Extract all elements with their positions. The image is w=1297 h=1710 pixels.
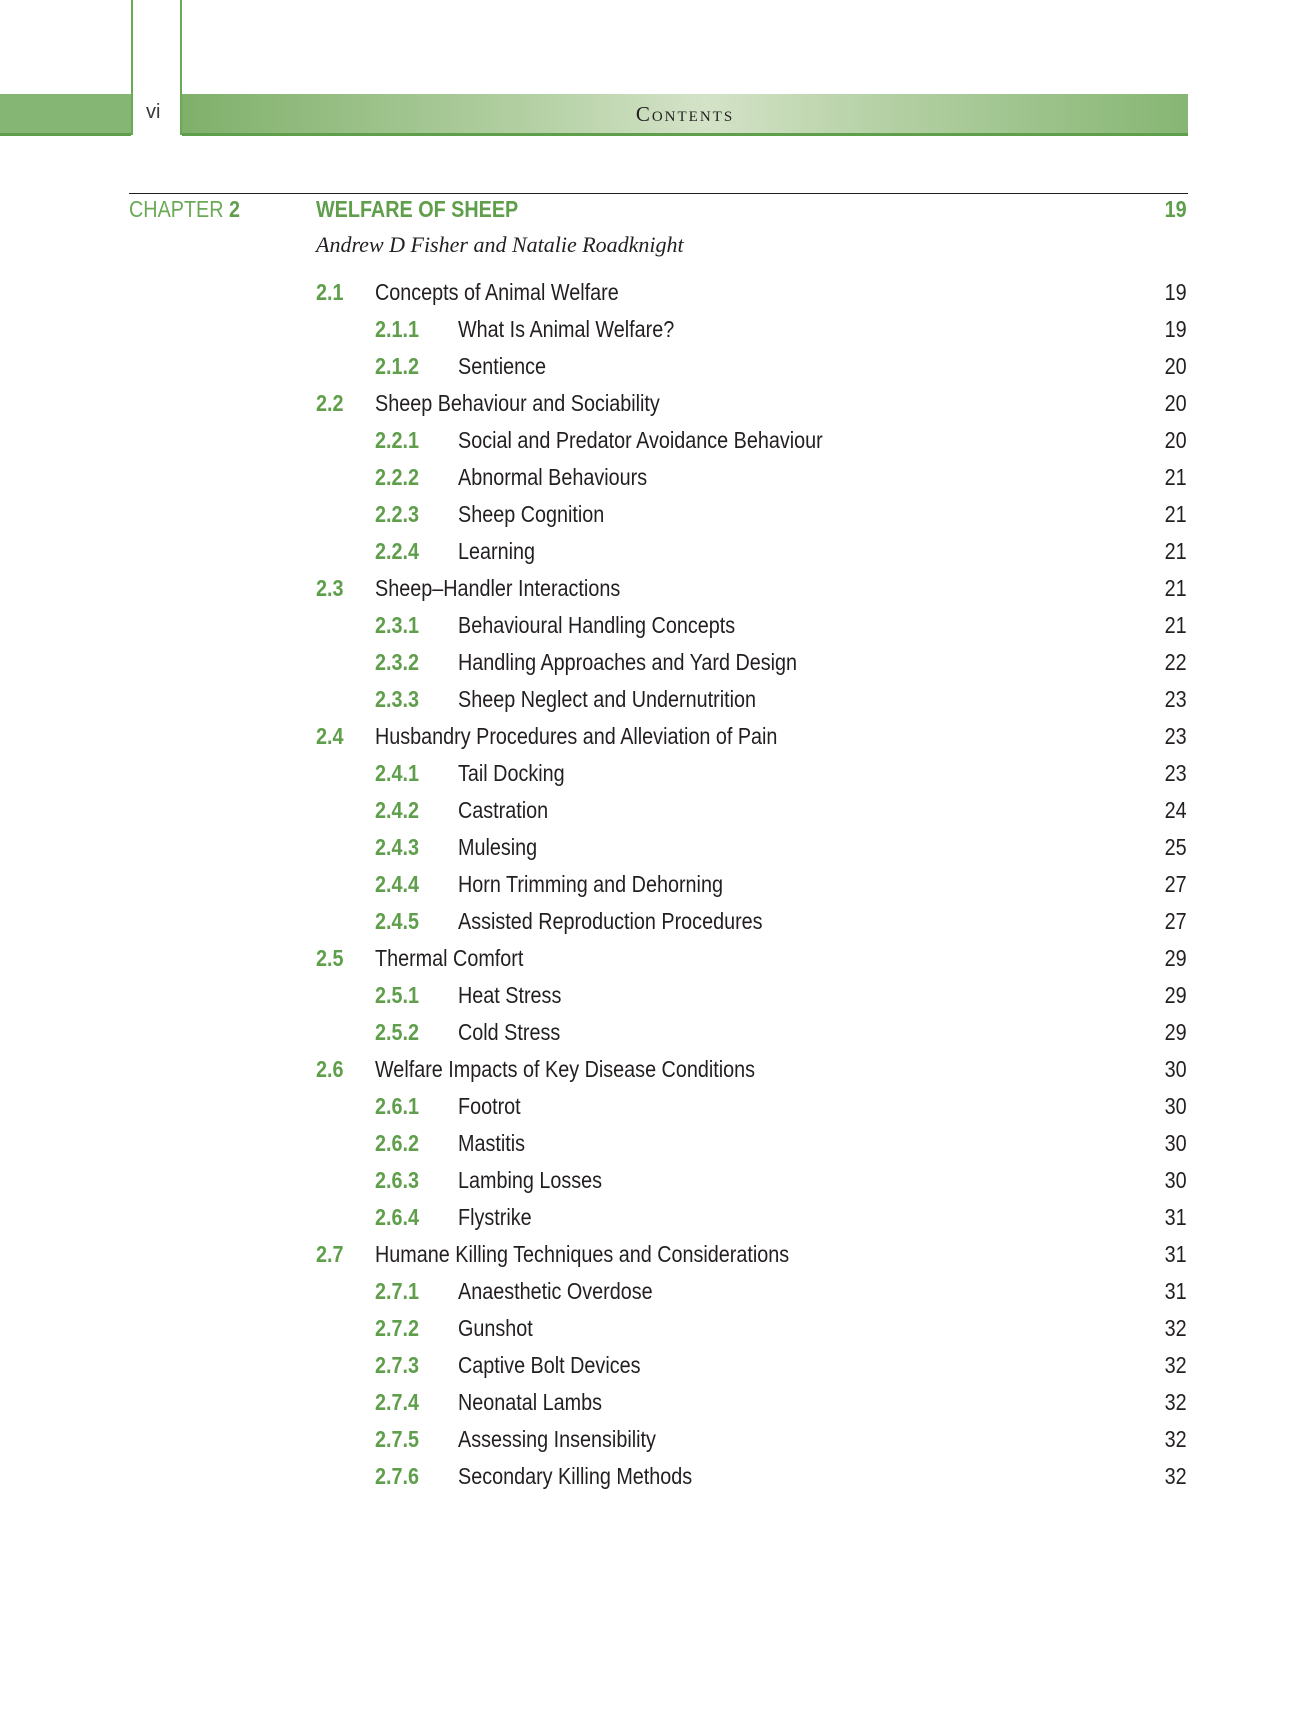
toc-entry-number: 2.1.2 xyxy=(375,353,419,379)
chapter-label-text: CHAPTER xyxy=(129,196,224,222)
toc-entry-title[interactable]: Behavioural Handling Concepts xyxy=(458,612,736,638)
toc-entry-number: 2.2.1 xyxy=(375,427,419,453)
toc-entry-title[interactable]: Tail Docking xyxy=(458,760,565,786)
toc-subsection[interactable] xyxy=(0,459,1297,496)
page-number: vi xyxy=(146,101,161,123)
toc-entry-page: 31 xyxy=(1164,1241,1187,1267)
toc-subsection[interactable] xyxy=(0,348,1297,385)
toc-entry-page: 32 xyxy=(1164,1315,1187,1341)
toc-entry-number: 2.7.6 xyxy=(375,1463,419,1489)
toc-entry-number: 2.2 xyxy=(316,390,344,416)
toc-entry-title[interactable]: Handling Approaches and Yard Design xyxy=(458,649,798,675)
toc-entry-title[interactable]: Mastitis xyxy=(458,1130,526,1156)
toc-entry-title[interactable]: Heat Stress xyxy=(458,982,562,1008)
toc-entry-title[interactable]: Anaesthetic Overdose xyxy=(458,1278,653,1304)
toc-entry-page: 30 xyxy=(1164,1167,1187,1193)
toc-entry-number: 2.7 xyxy=(316,1241,344,1267)
toc-entry-page: 32 xyxy=(1164,1426,1187,1452)
toc-entry-number: 2.6.2 xyxy=(375,1130,419,1156)
toc-entry-page: 30 xyxy=(1164,1093,1187,1119)
toc-entry-page: 31 xyxy=(1164,1278,1187,1304)
header-band-left xyxy=(0,94,131,136)
toc-entry-page: 21 xyxy=(1164,612,1187,638)
toc-entry-number: 2.6 xyxy=(316,1056,344,1082)
toc-subsection[interactable] xyxy=(0,1458,1297,1495)
toc-subsection[interactable] xyxy=(0,607,1297,644)
toc-entry-page: 32 xyxy=(1164,1389,1187,1415)
toc-entry-title[interactable]: Sheep Neglect and Undernutrition xyxy=(458,686,757,712)
toc-entry-page: 19 xyxy=(1164,279,1187,305)
toc-subsection[interactable] xyxy=(0,1273,1297,1310)
toc-subsection[interactable] xyxy=(0,1421,1297,1458)
toc-entry-number: 2.2.2 xyxy=(375,464,419,490)
toc-entry-number: 2.3.1 xyxy=(375,612,419,638)
toc-entry-page: 29 xyxy=(1164,982,1187,1008)
toc-entry-number: 2.6.3 xyxy=(375,1167,419,1193)
toc-entry-number: 2.4.1 xyxy=(375,760,419,786)
toc-entry-number: 2.2.3 xyxy=(375,501,419,527)
toc-subsection[interactable] xyxy=(0,1088,1297,1125)
toc-section[interactable] xyxy=(0,385,1297,422)
toc-entry-number: 2.2.4 xyxy=(375,538,419,564)
toc-entry-number: 2.4.5 xyxy=(375,908,419,934)
toc-section[interactable] xyxy=(0,1051,1297,1088)
toc-section[interactable] xyxy=(0,570,1297,607)
toc-entry-title[interactable]: Castration xyxy=(458,797,549,823)
toc-entry-title[interactable]: Concepts of Animal Welfare xyxy=(375,279,619,305)
toc-subsection[interactable] xyxy=(0,1014,1297,1051)
toc-entry-number: 2.4.2 xyxy=(375,797,419,823)
toc-entry-number: 2.5.1 xyxy=(375,982,419,1008)
chapter-rule xyxy=(129,193,1188,194)
toc-entry-page: 27 xyxy=(1164,908,1187,934)
toc-entry-title[interactable]: Mulesing xyxy=(458,834,538,860)
toc-entry-number: 2.7.1 xyxy=(375,1278,419,1304)
toc-entry-page: 27 xyxy=(1164,871,1187,897)
running-head: Contents xyxy=(635,102,735,126)
toc-entry-number: 2.4.3 xyxy=(375,834,419,860)
toc-entry-title[interactable]: Footrot xyxy=(458,1093,521,1119)
toc-entry-page: 31 xyxy=(1164,1204,1187,1230)
toc-entry-number: 2.1 xyxy=(316,279,344,305)
toc-entry-title[interactable]: Assessing Insensibility xyxy=(458,1426,656,1452)
toc-entry-title[interactable]: Assisted Reproduction Procedures xyxy=(458,908,763,934)
toc-entry-page: 30 xyxy=(1164,1130,1187,1156)
toc-entry-number: 2.7.2 xyxy=(375,1315,419,1341)
toc-subsection[interactable] xyxy=(0,866,1297,903)
toc-entry-number: 2.7.3 xyxy=(375,1352,419,1378)
toc-section[interactable] xyxy=(0,718,1297,755)
toc-subsection[interactable] xyxy=(0,422,1297,459)
toc-subsection[interactable] xyxy=(0,829,1297,866)
toc-entry-title[interactable]: Humane Killing Techniques and Considerations xyxy=(375,1241,790,1267)
toc-entry-number: 2.4 xyxy=(316,723,344,749)
toc-entry-title[interactable]: Sheep–Handler Interactions xyxy=(375,575,621,601)
toc-entry-title[interactable]: Social and Predator Avoidance Behaviour xyxy=(458,427,823,453)
toc-entry-title[interactable]: Captive Bolt Devices xyxy=(458,1352,641,1378)
toc-entry-page: 23 xyxy=(1164,760,1187,786)
toc-entry-title[interactable]: Sheep Cognition xyxy=(458,501,605,527)
toc-entry-title[interactable]: Husbandry Procedures and Alleviation of Pain xyxy=(375,723,778,749)
toc-entry-title[interactable]: Horn Trimming and Dehorning xyxy=(458,871,723,897)
toc-entry-page: 21 xyxy=(1164,464,1187,490)
toc-entry-title[interactable]: Neonatal Lambs xyxy=(458,1389,603,1415)
toc-subsection[interactable] xyxy=(0,792,1297,829)
toc-entry-title[interactable]: Secondary Killing Methods xyxy=(458,1463,693,1489)
toc-entry-number: 2.3.2 xyxy=(375,649,419,675)
toc-section[interactable] xyxy=(0,940,1297,977)
chapter-label xyxy=(129,196,240,223)
chapter-number: 2 xyxy=(229,196,241,222)
toc-entry-title[interactable]: Thermal Comfort xyxy=(375,945,524,971)
toc-entry-page: 23 xyxy=(1164,723,1187,749)
toc-entry-title[interactable]: Learning xyxy=(458,538,535,564)
toc-subsection[interactable] xyxy=(0,1162,1297,1199)
toc-subsection[interactable] xyxy=(0,681,1297,718)
toc-entry-title[interactable]: What Is Animal Welfare? xyxy=(458,316,675,342)
toc-subsection[interactable] xyxy=(0,1125,1297,1162)
toc-entry-page: 32 xyxy=(1164,1463,1187,1489)
header-divider-left xyxy=(131,0,133,135)
toc-entry-page: 19 xyxy=(1164,316,1187,342)
toc-subsection[interactable] xyxy=(0,1310,1297,1347)
toc-entry-number: 2.5 xyxy=(316,945,344,971)
toc-entry-number: 2.3 xyxy=(316,575,344,601)
toc-subsection[interactable] xyxy=(0,311,1297,348)
toc-entry-title[interactable]: Abnormal Behaviours xyxy=(458,464,648,490)
toc-entry-title[interactable]: Cold Stress xyxy=(458,1019,561,1045)
toc-entry-number: 2.7.5 xyxy=(375,1426,419,1452)
toc-entry-number: 2.6.4 xyxy=(375,1204,419,1230)
toc-entry-number: 2.4.4 xyxy=(375,871,419,897)
toc-subsection[interactable] xyxy=(0,1347,1297,1384)
toc-entry-page: 20 xyxy=(1164,390,1187,416)
toc-entry-title[interactable]: Sentience xyxy=(458,353,546,379)
toc-entry-title[interactable]: Sheep Behaviour and Sociability xyxy=(375,390,660,416)
toc-entry-page: 30 xyxy=(1164,1056,1187,1082)
toc-entry-page: 29 xyxy=(1164,1019,1187,1045)
toc-section[interactable] xyxy=(0,274,1297,311)
toc-subsection[interactable] xyxy=(0,496,1297,533)
chapter-page-number: 19 xyxy=(1164,196,1187,222)
toc-entry-title[interactable]: Flystrike xyxy=(458,1204,532,1230)
toc-subsection[interactable] xyxy=(0,1384,1297,1421)
toc-entry-title[interactable]: Gunshot xyxy=(458,1315,533,1341)
toc-list xyxy=(0,274,1297,1495)
toc-subsection[interactable] xyxy=(0,755,1297,792)
toc-subsection[interactable] xyxy=(0,977,1297,1014)
toc-entry-number: 2.6.1 xyxy=(375,1093,419,1119)
toc-entry-number: 2.5.2 xyxy=(375,1019,419,1045)
toc-subsection[interactable] xyxy=(0,533,1297,570)
toc-entry-title[interactable]: Welfare Impacts of Key Disease Conditions xyxy=(375,1056,756,1082)
toc-entry-number: 2.1.1 xyxy=(375,316,419,342)
toc-section[interactable] xyxy=(0,1236,1297,1273)
toc-entry-number: 2.7.4 xyxy=(375,1389,419,1415)
toc-entry-page: 32 xyxy=(1164,1352,1187,1378)
toc-entry-page: 21 xyxy=(1164,501,1187,527)
toc-entry-page: 23 xyxy=(1164,686,1187,712)
toc-entry-page: 29 xyxy=(1164,945,1187,971)
chapter-title[interactable]: WELFARE OF SHEEP xyxy=(316,196,519,222)
toc-subsection[interactable] xyxy=(0,903,1297,940)
toc-entry-page: 25 xyxy=(1164,834,1187,860)
chapter-authors: Andrew D Fisher and Natalie Roadknight xyxy=(316,232,684,257)
toc-entry-page: 24 xyxy=(1164,797,1187,823)
toc-entry-page: 21 xyxy=(1164,538,1187,564)
toc-entry-page: 21 xyxy=(1164,575,1187,601)
toc-entry-page: 22 xyxy=(1164,649,1187,675)
toc-subsection[interactable] xyxy=(0,644,1297,681)
toc-subsection[interactable] xyxy=(0,1199,1297,1236)
toc-entry-title[interactable]: Lambing Losses xyxy=(458,1167,603,1193)
toc-entry-page: 20 xyxy=(1164,353,1187,379)
toc-entry-page: 20 xyxy=(1164,427,1187,453)
toc-entry-number: 2.3.3 xyxy=(375,686,419,712)
